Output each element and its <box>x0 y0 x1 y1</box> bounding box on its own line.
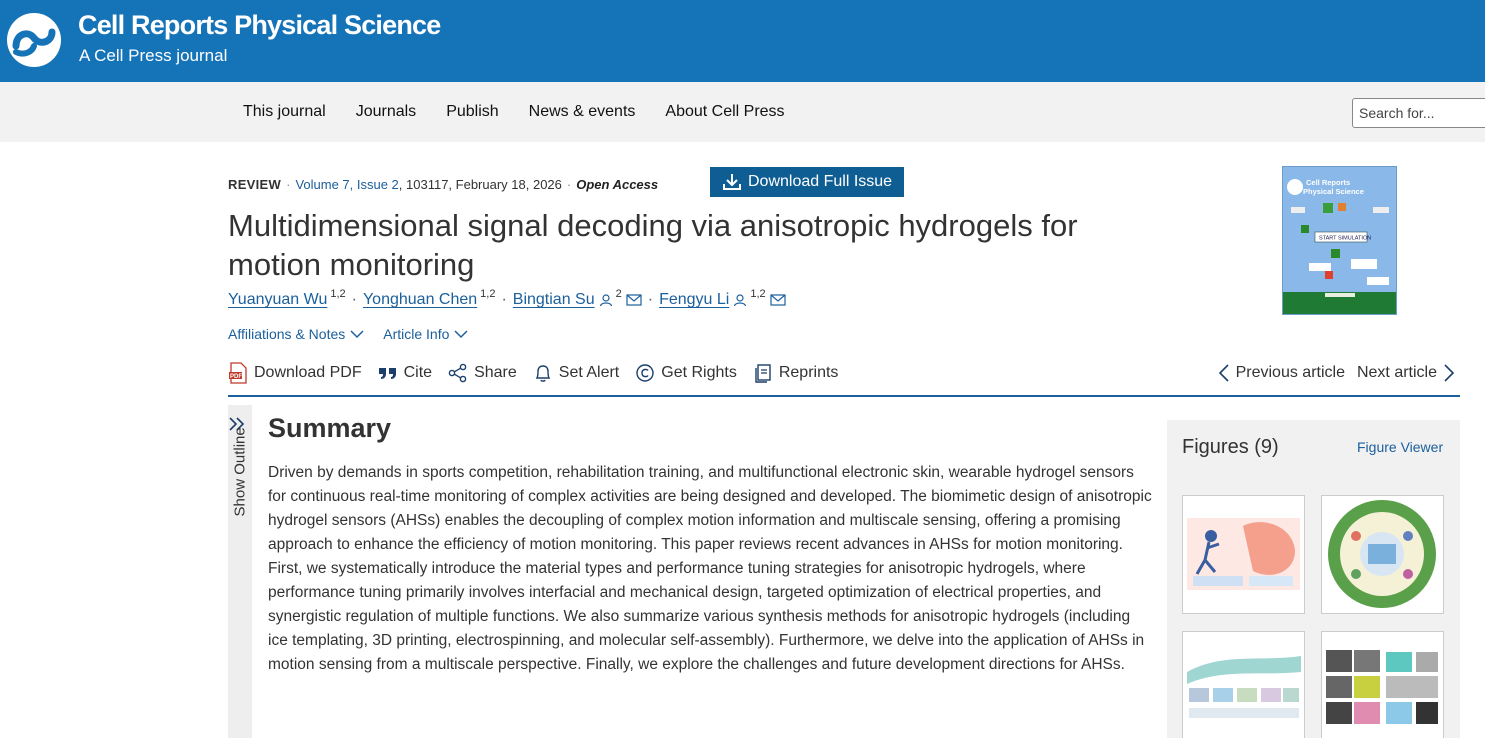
set-alert-button[interactable]: Set Alert <box>533 363 619 383</box>
figure-thumbnail-art <box>1183 632 1304 738</box>
svg-text:PDF: PDF <box>230 374 242 380</box>
search-input[interactable] <box>1352 98 1485 128</box>
author-affiliation-sup: 1,2 <box>330 288 346 300</box>
affiliations-notes-toggle[interactable]: Affiliations & Notes <box>228 326 346 342</box>
author-affiliation-sup: 1,2 <box>750 288 766 300</box>
svg-text:START SIMULATION: START SIMULATION <box>1319 235 1372 242</box>
site-header <box>0 0 1485 82</box>
figure-thumbnail[interactable] <box>1182 495 1305 614</box>
nav-journals[interactable]: Journals <box>355 103 417 120</box>
copyright-icon <box>635 363 655 383</box>
next-article-link[interactable]: Next article <box>1357 363 1461 383</box>
person-icon[interactable] <box>733 293 747 307</box>
article-expanders <box>228 326 469 342</box>
svg-text:Physical Science: Physical Science <box>1303 187 1364 196</box>
article-pagination <box>1212 360 1461 386</box>
svg-text:Cell Reports: Cell Reports <box>1306 178 1351 187</box>
reprints-icon <box>753 363 773 383</box>
figure-thumbnail[interactable] <box>1321 631 1444 738</box>
article-info-toggle[interactable]: Article Info <box>383 326 450 342</box>
article-meta: REVIEW · Volume 7, Issue 2, 103117, February 18, 2026 · Open Access <box>228 177 659 192</box>
author-list: Yuanyuan Wu 1,2 · Yonghuan Chen 1,2 · Bingtian Su 2 · Fengyu Li 1,2 <box>228 291 786 309</box>
author-link[interactable]: Bingtian Su <box>512 291 595 308</box>
main-nav <box>0 82 1485 142</box>
nav-publish[interactable]: Publish <box>446 103 499 120</box>
section-divider <box>228 395 1460 397</box>
download-pdf-button[interactable]: PDF Download PDF <box>228 362 362 384</box>
email-icon[interactable] <box>770 293 786 307</box>
open-access-badge: Open Access <box>576 177 659 192</box>
nav-about-cell-press[interactable]: About Cell Press <box>665 103 785 120</box>
download-icon <box>722 173 742 191</box>
reprints-button[interactable]: Reprints <box>753 363 839 383</box>
author-link[interactable]: Yuanyuan Wu <box>228 291 328 308</box>
author-link[interactable]: Yonghuan Chen <box>362 291 478 308</box>
figure-viewer-link[interactable]: Figure Viewer <box>1357 439 1444 455</box>
article-number-date: , 103117, February 18, 2026 <box>398 177 562 192</box>
journal-subtitle: A Cell Press journal <box>79 46 228 65</box>
article-title: Multidimensional signal decoding via anisotropic hydrogels for motion monitoring <box>228 208 1078 282</box>
volume-issue-link[interactable]: Volume 7, Issue 2 <box>295 177 399 192</box>
author-affiliation-sup: 2 <box>615 288 622 300</box>
chevron-left-icon <box>1218 363 1230 383</box>
author-affiliation-sup: 1,2 <box>480 288 496 300</box>
cover-art <box>1283 167 1397 315</box>
figure-thumbnail-art <box>1322 496 1443 613</box>
email-icon[interactable] <box>626 293 642 307</box>
cell-press-logo-icon[interactable] <box>6 12 62 68</box>
bell-icon <box>533 363 553 383</box>
chevron-down-icon[interactable] <box>349 329 365 339</box>
chevron-right-icon <box>1443 363 1455 383</box>
figure-thumbnail[interactable] <box>1182 631 1305 738</box>
download-full-issue-button[interactable]: Download Full Issue <box>710 167 904 197</box>
get-rights-button[interactable]: Get Rights <box>635 363 737 383</box>
chevron-down-icon[interactable] <box>453 329 469 339</box>
figure-thumbnail-art <box>1322 632 1443 738</box>
article-tools <box>228 360 854 386</box>
pdf-icon <box>228 362 248 384</box>
share-button[interactable]: Share <box>448 363 517 383</box>
figure-thumbnail-art <box>1183 496 1304 613</box>
quote-icon <box>378 365 398 381</box>
nav-this-journal[interactable]: This journal <box>243 103 326 120</box>
article-type: REVIEW <box>228 177 282 192</box>
summary-text: Driven by demands in sports competition, rehabilitation training, and multifunctional electronic skin, wearable hydrogel sensors for continuous real-time monitoring of complex activities are being designed and developed. The biomimetic design of anisotropic hydrogel sensors (AHSs) enables the decoupling of complex motion information and multiscale sensing, offering a promising approach to enhance the efficiency of motion monitoring. This paper reviews recent advances in AHSs for motion monitoring. First, we systematically introduce the material types and performance tuning strategies for anisotropic hydrogels, where performance tuning primarily involves interfacial and mechanical design, targeted optimization of electrical properties, and synergistic regulation of multiple functions. We also summarize various synthesis methods for anisotropic hydrogels (including ice templating, 3D printing, electrospinning, and molecular self-assembly). Furthermore, we delve into the application of AHSs in motion sensing from a multiscale perspective. Finally, we explore the challenges and future development directions for AHSs. <box>268 464 1152 673</box>
journal-cover-image[interactable] <box>1282 166 1397 315</box>
nav-news-events[interactable]: News & events <box>528 103 636 120</box>
figure-thumbnail[interactable] <box>1321 495 1444 614</box>
person-icon[interactable] <box>599 293 613 307</box>
previous-article-link[interactable]: Previous article <box>1212 363 1345 383</box>
cite-button[interactable]: Cite <box>378 364 432 382</box>
figures-heading: Figures (9) <box>1182 436 1279 458</box>
journal-name[interactable]: Cell Reports Physical Science <box>78 10 441 40</box>
share-icon <box>448 363 468 383</box>
show-outline-label[interactable] <box>232 481 249 517</box>
author-link[interactable]: Fengyu Li <box>659 291 730 308</box>
summary-heading: Summary <box>268 413 392 443</box>
